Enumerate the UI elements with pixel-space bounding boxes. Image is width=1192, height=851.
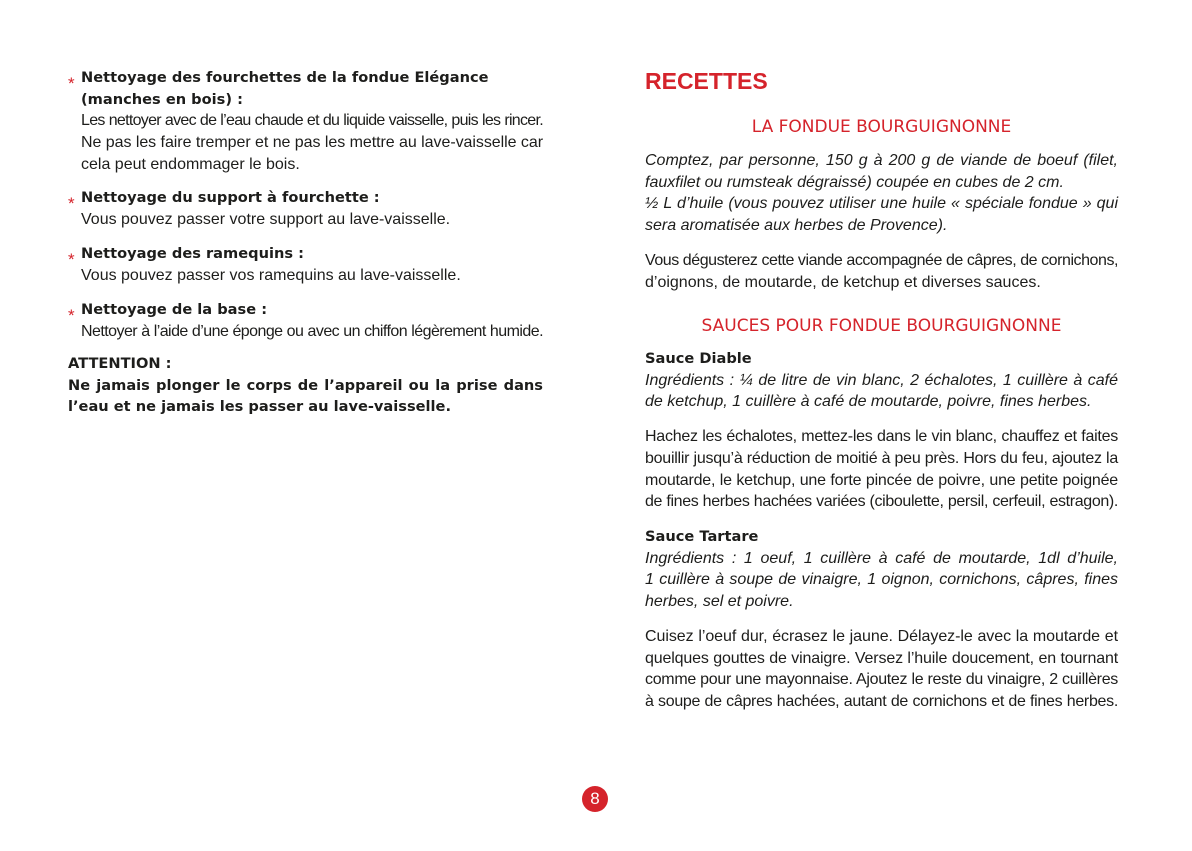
- bullet-asterisk: *: [68, 74, 75, 93]
- page-number-badge: 8: [582, 786, 608, 812]
- ingredients-line: Ingrédients : 1 oeuf, 1 cuillère à café de moutarde, 1dl d’huile,: [645, 549, 1118, 567]
- section-body-line: Ne pas les faire tremper et ne pas les mettre au lave-vaisselle car: [81, 134, 543, 152]
- attention-line: Ne jamais plonger le corps de l’appareil ou la prise dans: [68, 376, 543, 394]
- sauces-heading: [645, 315, 1118, 337]
- bullet-asterisk: *: [68, 306, 75, 325]
- intro-line: fauxfilet ou rumsteak dégraissé) coupée en cubes de 2 cm.: [645, 173, 1064, 191]
- intro-line: Comptez, par personne, 150 g à 200 g de viande de boeuf (filet,: [645, 152, 1118, 169]
- method-line: à soupe de câpres hachées, autant de cornichons et de fines herbes.: [645, 692, 1118, 710]
- attention-line: l’eau et ne jamais les passer au lave-vaisselle.: [68, 398, 451, 416]
- bullet-asterisk: *: [68, 250, 75, 269]
- sauce-recipe: [645, 348, 1118, 513]
- ingredients-line: de ketchup, 1 cuillère à café de moutarde, poivre, fines herbes.: [645, 393, 1092, 411]
- sauce-recipe: [645, 526, 1118, 713]
- section-title-line: Nettoyage des fourchettes de la fondue Elégance: [81, 69, 489, 86]
- sauces-heading-text: SAUCES POUR FONDUE BOURGUIGNONNE: [701, 316, 1062, 336]
- bullet-asterisk: *: [68, 194, 75, 213]
- method-line: de fines herbes hachées variées (ciboulette, persil, cerfeuil, estragon).: [645, 493, 1118, 511]
- sauce-name: Sauce Tartare: [645, 528, 759, 545]
- ingredients-line: 1 cuillère à soupe de vinaigre, 1 oignon, cornichons, câpres, fines: [645, 571, 1118, 589]
- sauce-method: [645, 626, 1118, 713]
- section-body-line: Vous pouvez passer votre support au lave-vaisselle.: [81, 210, 451, 228]
- method-line: quelques gouttes de vinaigre. Versez l’huile doucement, en tournant: [645, 649, 1118, 667]
- section-title-line: Nettoyage des ramequins :: [81, 245, 304, 262]
- sauce-name: Sauce Diable: [645, 350, 752, 367]
- attention-label: ATTENTION :: [68, 355, 172, 372]
- cleaning-section-fork-stand: [68, 187, 543, 230]
- section-body-line: Nettoyer à l’aide d’une éponge ou avec un chiffon légèrement humide.: [81, 322, 543, 340]
- ingredients-line: Ingrédients : ¼ de litre de vin blanc, 2 échalotes, 1 cuillère à café: [645, 371, 1118, 389]
- section-title-line: Nettoyage de la base :: [81, 301, 268, 318]
- method-line: Hachez les échalotes, mettez-les dans le vin blanc, chauffez et faites: [645, 428, 1118, 446]
- section-title-line: Nettoyage du support à fourchette :: [81, 189, 380, 206]
- method-line: comme pour une mayonnaise. Ajoutez le reste du vinaigre, 2 cuillères: [645, 671, 1118, 689]
- recipe-heading-text: LA FONDUE BOURGUIGNONNE: [751, 117, 1012, 137]
- cleaning-section-ramekins: [68, 243, 543, 286]
- intro-line: ½ L d’huile (vous pouvez utiliser une huile « spéciale fondue » qui: [645, 195, 1118, 213]
- method-line: Cuisez l’oeuf dur, écrasez le jaune. Délayez-le avec la moutarde et: [645, 627, 1118, 645]
- sauce-method: [645, 426, 1118, 513]
- recipe-intro: [645, 150, 1118, 237]
- method-line: bouillir jusqu’à réduction de moitié à peu près. Hors du feu, ajoutez la: [645, 449, 1118, 467]
- attention-warning: [68, 353, 543, 418]
- section-title-line: (manches en bois) :: [81, 90, 243, 108]
- serving-line: d’oignons, de moutarde, de ketchup et diverses sauces.: [645, 273, 1041, 291]
- section-body-line: cela peut endommager le bois.: [81, 155, 300, 173]
- section-body-line: Vous pouvez passer vos ramequins au lave-vaisselle.: [81, 266, 461, 284]
- cleaning-section-forks: [68, 67, 543, 176]
- ingredients-line: herbes, sel et poivre.: [645, 593, 794, 611]
- serving-suggestion: [645, 250, 1118, 293]
- method-line: moutarde, le ketchup, une forte pincée de poivre, une petite poignée: [645, 471, 1118, 489]
- cleaning-section-base: [68, 299, 543, 342]
- serving-line: Vous dégusterez cette viande accompagnée de câpres, de cornichons,: [645, 252, 1118, 269]
- page-title: RECETTES: [645, 68, 768, 94]
- section-body-line: Les nettoyer avec de l’eau chaude et du liquide vaisselle, puis les rincer.: [81, 112, 543, 130]
- recipe-heading: [645, 116, 1118, 138]
- intro-line: sera aromatisée aux herbes de Provence).: [645, 217, 948, 235]
